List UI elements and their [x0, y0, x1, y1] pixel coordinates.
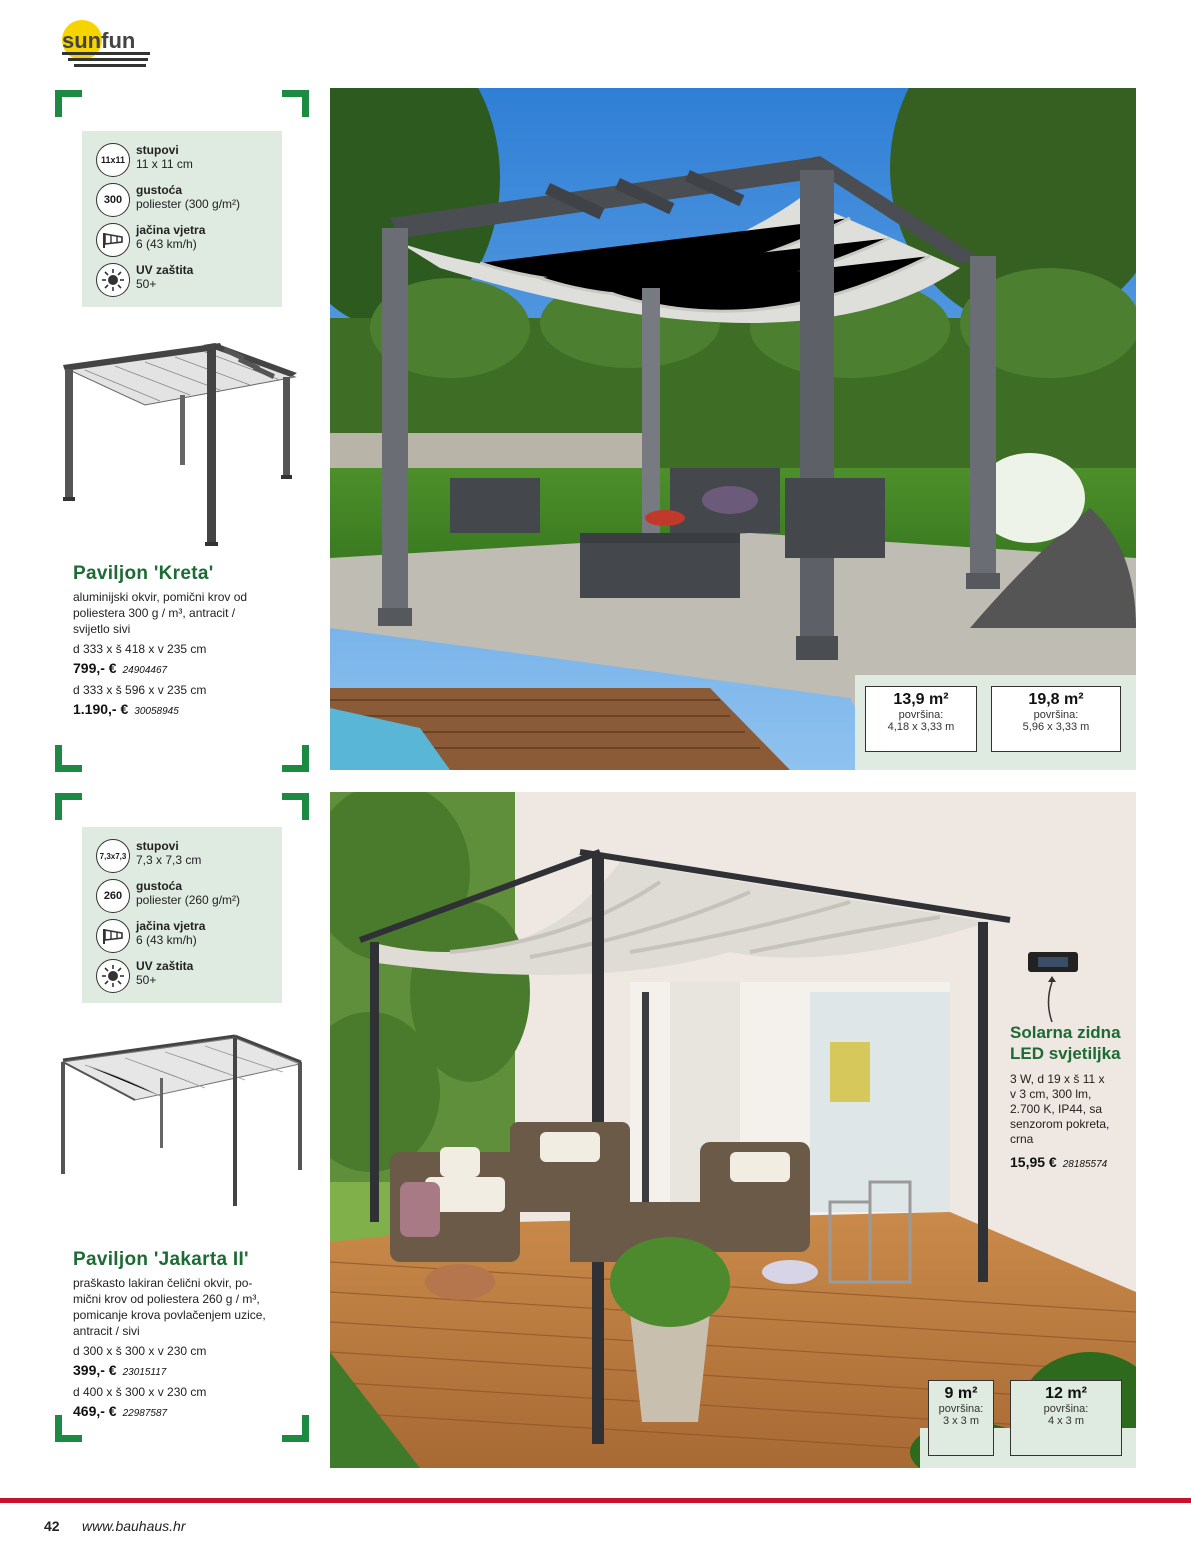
area-badge [991, 686, 1121, 752]
spec-value: 7,3 x 7,3 cm [136, 853, 202, 867]
area-badge [865, 686, 977, 752]
product-title: Paviljon 'Jakarta II' [73, 1249, 249, 1270]
pergola-kreta-drawing [55, 335, 305, 550]
variant-size: d 333 x š 596 x v 235 cm [73, 683, 207, 697]
spec-label: UV zaštita [136, 263, 194, 277]
spec-box [82, 827, 282, 1003]
spec-label: jačina vjetra [136, 223, 206, 237]
description-line: v 3 cm, 300 lm, [1010, 1087, 1092, 1101]
density-icon: 300 [96, 183, 130, 217]
corner-bracket [55, 90, 82, 117]
area-dims: 3 x 3 m [942, 1415, 980, 1427]
sun-icon [96, 959, 130, 993]
spec-value: 11 x 11 cm [136, 157, 193, 171]
variant-size: d 333 x š 418 x v 235 cm [73, 642, 207, 656]
spec-row-density [96, 183, 240, 217]
spec-label: gustoća [136, 183, 183, 197]
product-description [73, 589, 247, 637]
variant-price [73, 1362, 166, 1378]
post-size-icon: 11x11 [96, 143, 130, 177]
spec-row-uv [96, 263, 193, 297]
area-value: 19,8 m² [1028, 691, 1084, 708]
price: 799,- € [73, 660, 117, 676]
footer-divider [0, 1498, 1191, 1503]
spec-box [82, 131, 282, 307]
variant-price [73, 701, 179, 717]
area-dims: 5,96 x 3,33 m [1022, 721, 1090, 733]
variant-size: d 300 x š 300 x v 230 cm [73, 1344, 207, 1358]
description-line: praškasto lakiran čelični okvir, po- [73, 1276, 253, 1290]
pergola-jakarta-drawing [55, 1030, 305, 1215]
density-icon: 260 [96, 879, 130, 913]
area-label: površina: [1033, 709, 1079, 721]
pergola-kreta-photo [330, 88, 1136, 770]
spec-value: 50+ [136, 973, 157, 987]
lamp-title-line: Solarna zidna [1010, 1023, 1121, 1042]
corner-bracket [282, 793, 309, 820]
website-link[interactable]: www.bauhaus.hr [82, 1518, 186, 1534]
windsock-icon [96, 223, 130, 257]
area-label: površina: [898, 709, 944, 721]
sunfun-logo [58, 18, 154, 70]
area-value: 12 m² [1045, 1385, 1087, 1402]
spec-label: jačina vjetra [136, 919, 206, 933]
spec-value: 50+ [136, 277, 157, 291]
post-size-icon: 7,3x7,3 [96, 839, 130, 873]
price: 469,- € [73, 1403, 117, 1419]
spec-label: stupovi [136, 839, 179, 853]
corner-bracket [282, 745, 309, 772]
article-number: 23015117 [122, 1367, 167, 1378]
description-line: pomicanje krova povlačenjem uzice, [73, 1308, 266, 1322]
corner-bracket [55, 745, 82, 772]
price: 15,95 € [1010, 1154, 1057, 1170]
spec-label: stupovi [136, 143, 179, 157]
spec-value: 6 (43 km/h) [136, 933, 197, 947]
corner-bracket [55, 1415, 82, 1442]
description-line: senzorom pokreta, [1010, 1117, 1110, 1131]
page-number: 42 [44, 1518, 60, 1534]
area-dims: 4 x 3 m [1047, 1415, 1085, 1427]
product-description [73, 1275, 266, 1339]
article-number: 24904467 [122, 665, 168, 676]
variant-size: d 400 x š 300 x v 230 cm [73, 1385, 207, 1399]
lamp-title [1010, 1022, 1121, 1064]
description-line: svijetlo sivi [73, 622, 131, 636]
area-value: 13,9 m² [893, 691, 949, 708]
description-line: poliestera 300 g / m³, antracit / [73, 606, 236, 620]
description-line: mični krov od poliestera 260 g / m³, [73, 1292, 260, 1306]
area-dims: 4,18 x 3,33 m [887, 721, 955, 733]
variant-price [73, 1403, 167, 1419]
description-line: 2.700 K, IP44, sa [1010, 1102, 1103, 1116]
spec-value: poliester (300 g/m²) [136, 197, 241, 211]
area-value: 9 m² [944, 1385, 978, 1402]
spec-value: 6 (43 km/h) [136, 237, 197, 251]
area-badge [928, 1380, 994, 1456]
spec-value: poliester (260 g/m²) [136, 893, 241, 907]
lamp-description [1010, 1072, 1109, 1147]
spec-row-posts [96, 143, 193, 177]
product-title: Paviljon 'Kreta' [73, 563, 214, 584]
spec-row-wind [96, 223, 205, 257]
corner-bracket [282, 1415, 309, 1442]
corner-bracket [282, 90, 309, 117]
lamp-price [1010, 1154, 1107, 1170]
spec-row-uv [96, 959, 193, 993]
price: 399,- € [73, 1362, 117, 1378]
spec-label: gustoća [136, 879, 183, 893]
description-line: antracit / sivi [73, 1324, 140, 1338]
spec-row-posts [96, 839, 201, 873]
logo-text: sunfun [62, 28, 136, 53]
description-line: crna [1010, 1132, 1034, 1146]
sun-icon [96, 263, 130, 297]
corner-bracket [55, 793, 82, 820]
variant-price [73, 660, 167, 676]
description-line: aluminijski okvir, pomični krov od [73, 590, 248, 604]
area-label: površina: [938, 1403, 984, 1415]
article-number: 28185574 [1062, 1159, 1108, 1170]
spec-label: UV zaštita [136, 959, 194, 973]
spec-row-density [96, 879, 240, 913]
price: 1.190,- € [73, 701, 129, 717]
windsock-icon [96, 919, 130, 953]
description-line: 3 W, d 19 x š 11 x [1010, 1072, 1105, 1086]
article-number: 22987587 [122, 1408, 168, 1419]
area-badge [1010, 1380, 1122, 1456]
lamp-title-line: LED svjetiljka [1010, 1044, 1121, 1063]
article-number: 30058945 [134, 706, 179, 717]
spec-row-wind [96, 919, 205, 953]
area-label: površina: [1043, 1403, 1089, 1415]
